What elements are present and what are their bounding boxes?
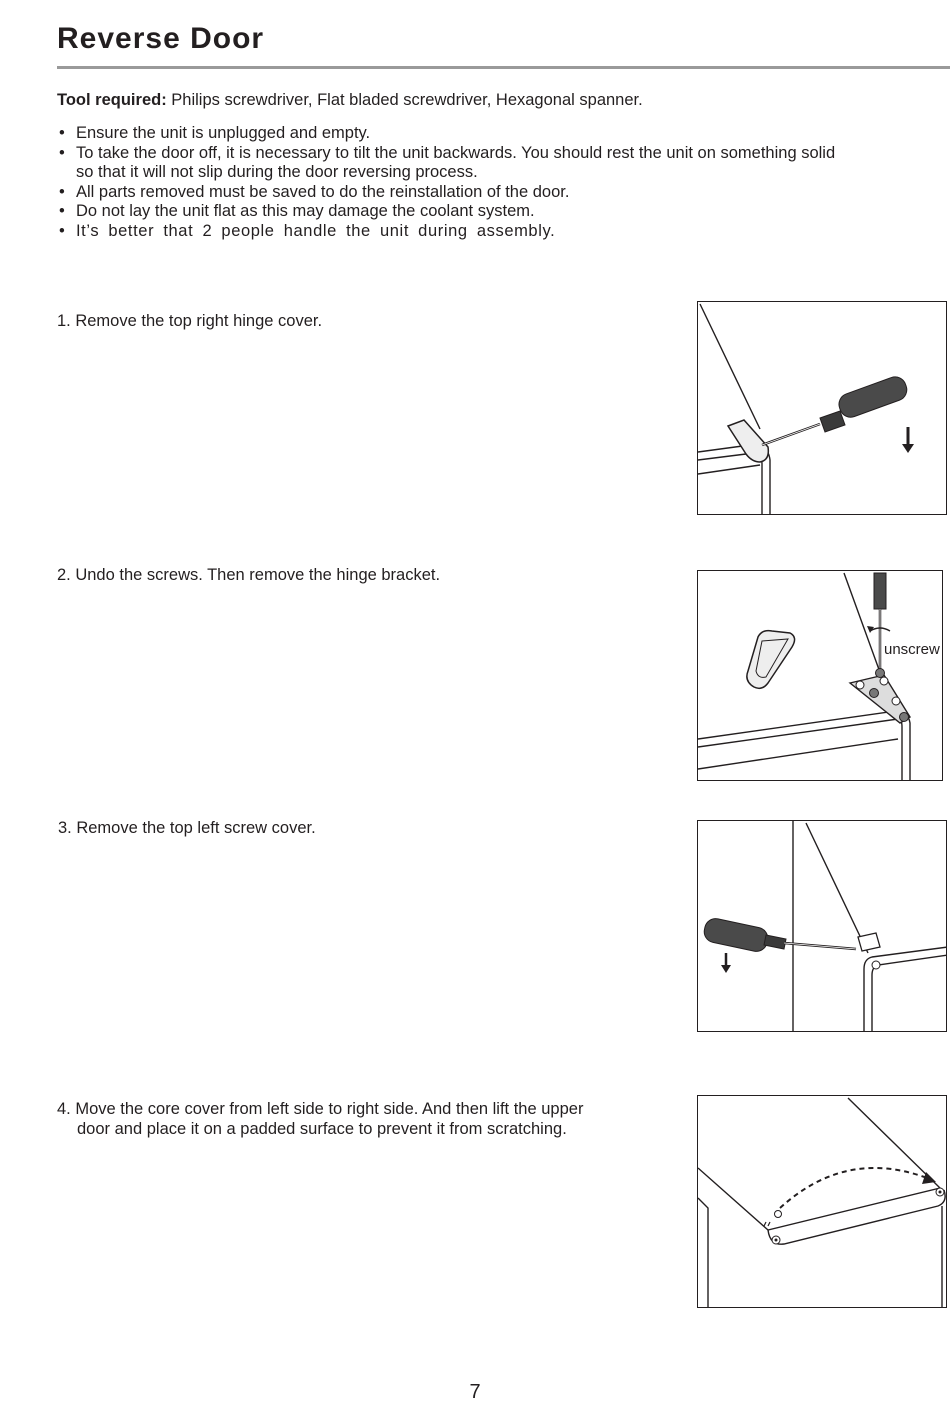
tools-text: Philips screwdriver, Flat bladed screwdriver, Hexagonal spanner. [171, 91, 643, 109]
step-2-text: 2. Undo the screws. Then remove the hinge bracket. [57, 566, 441, 584]
list-item-continuation: so that it will not slip during the door reversing process. [76, 163, 478, 181]
page-number: 7 [469, 1381, 481, 1403]
list-item: • All parts removed must be saved to do the reinstallation of the door. [57, 183, 950, 203]
step-2-illustration [697, 570, 943, 781]
list-item: • It’s better that 2 people handle the unit during assembly. [57, 222, 950, 242]
step-4-illustration [697, 1095, 947, 1308]
list-item: • Do not lay the unit flat as this may damage the coolant system. [57, 202, 950, 222]
step-1-illustration [697, 301, 947, 515]
step-1-text: 1. Remove the top right hinge cover. [57, 312, 323, 330]
list-item: • Ensure the unit is unplugged and empty. [57, 124, 950, 144]
unscrew-label: unscrew [884, 641, 940, 658]
precautions-list [57, 124, 950, 241]
page-title: Reverse Door [57, 22, 265, 55]
step-3-text: 3. Remove the top left screw cover. [58, 819, 316, 837]
tools-label: Tool required: [57, 91, 167, 109]
title-divider [57, 66, 950, 69]
step-4-text: 4. Move the core cover from left side to right side. And then lift the upper door and place it on a padded surface to prevent it from scratching. [57, 1100, 584, 1138]
list-item [57, 144, 950, 183]
step-3-illustration [697, 820, 947, 1032]
tools-required [57, 91, 643, 110]
list-item-text: To take the door off, it is necessary to tilt the unit backwards. You should rest the unit on something solid [76, 143, 836, 162]
